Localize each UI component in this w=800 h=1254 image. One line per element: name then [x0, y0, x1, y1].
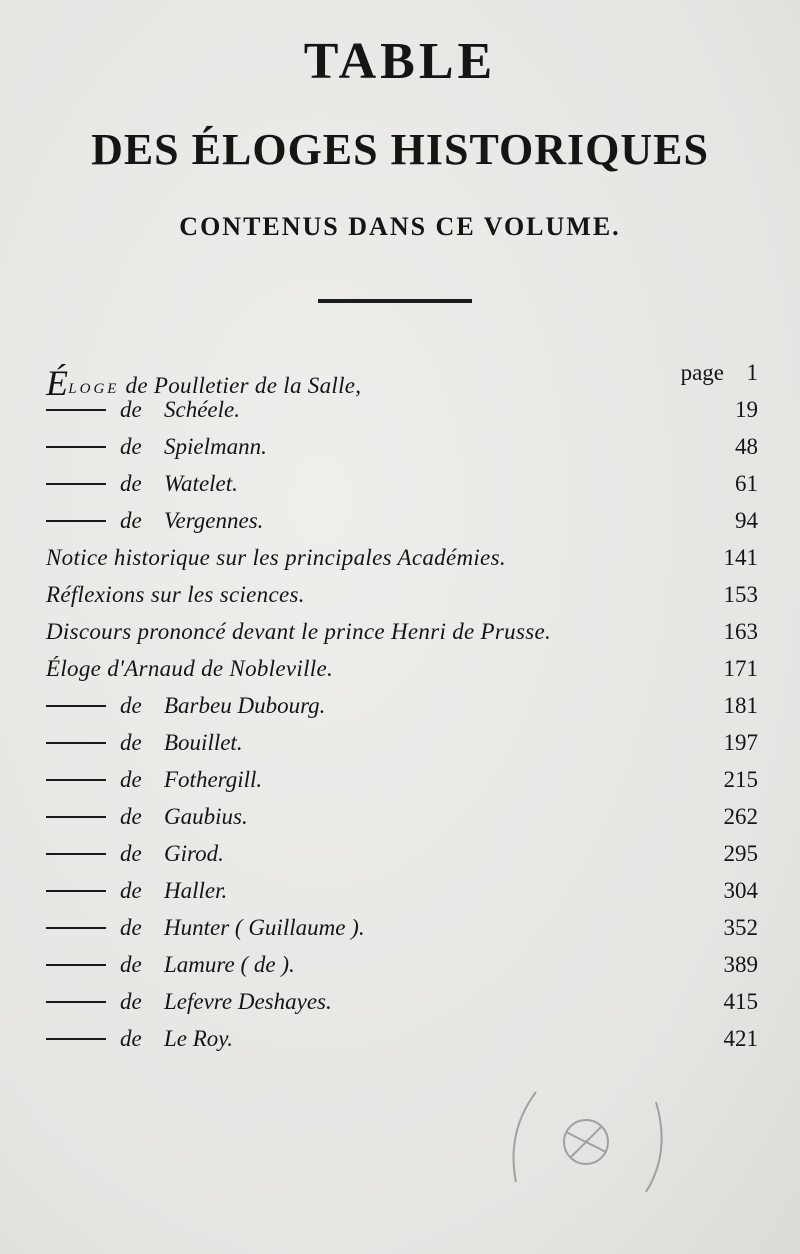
toc-entry-title: Bouillet.: [164, 730, 243, 755]
toc-entry-title: Discours prononcé devant le prince Henri de Prusse.: [46, 619, 552, 644]
toc-entry-de: de: [120, 952, 142, 977]
toc-entry: [46, 724, 758, 761]
toc-entry-de: de: [120, 841, 142, 866]
toc-entry: [46, 650, 758, 687]
toc-entry-title: Réflexions sur les sciences.: [46, 582, 305, 607]
ditto-dash: [46, 890, 106, 892]
page-subtitle: DES ÉLOGES HISTORIQUES: [91, 125, 709, 174]
page-number: 171: [723, 656, 758, 681]
page-number: 94: [735, 508, 758, 533]
drop-capital: É: [46, 363, 69, 403]
page-number: 163: [723, 619, 758, 644]
toc-entry: [46, 613, 758, 650]
toc-entry: [46, 909, 758, 946]
page-number: 61: [735, 471, 758, 496]
toc-entry-de: de: [120, 508, 142, 533]
toc-entry: [46, 983, 758, 1020]
page-number: 19: [735, 397, 758, 422]
toc-entry-de: de: [120, 989, 142, 1014]
page-number: 295: [723, 841, 758, 866]
toc-entry: [46, 835, 758, 872]
title-divider: [318, 299, 472, 303]
ditto-dash: [46, 520, 106, 522]
toc-entry: [46, 798, 758, 835]
page-number: 1: [746, 360, 758, 385]
page-subtitle-2: CONTENUS DANS CE VOLUME.: [179, 212, 621, 241]
toc-entry-title: Notice historique sur les principales Académies.: [46, 545, 506, 570]
table-of-contents: [46, 354, 758, 1057]
toc-entry-de: de: [120, 1026, 142, 1051]
page-number: 389: [723, 952, 758, 977]
ditto-dash: [46, 1038, 106, 1040]
toc-entry-de: de: [120, 804, 142, 829]
ditto-dash: [46, 853, 106, 855]
toc-entry-title: Barbeu Dubourg.: [164, 693, 326, 718]
page-number: 215: [723, 767, 758, 792]
toc-entry-de: de: [120, 397, 142, 422]
toc-entry-de: de: [120, 878, 142, 903]
toc-entry-de: de: [120, 471, 142, 496]
toc-entry: [46, 1020, 758, 1057]
page-number: 352: [723, 915, 758, 940]
toc-entry-de: de: [120, 693, 142, 718]
ditto-dash: [46, 816, 106, 818]
toc-entry-title: Lefevre Deshayes.: [164, 989, 332, 1014]
ditto-dash: [46, 927, 106, 929]
toc-entry-title: Fothergill.: [164, 767, 263, 792]
toc-entry-de: de: [120, 730, 142, 755]
toc-entry: [46, 465, 758, 502]
toc-entry-title: Lamure ( de ).: [164, 952, 295, 977]
toc-entry-rest: de Poulletier de la Salle,: [119, 373, 362, 398]
toc-entry-title: Girod.: [164, 841, 224, 866]
toc-entry-de: de: [120, 767, 142, 792]
page-number: 153: [723, 582, 758, 607]
toc-entry: [46, 354, 758, 403]
toc-entry-title: Gaubius.: [164, 804, 248, 829]
page-number: 421: [723, 1026, 758, 1051]
small-capitals: LOGE: [68, 381, 120, 397]
toc-entry: [46, 539, 758, 576]
ditto-dash: [46, 742, 106, 744]
toc-entry-title: Haller.: [164, 878, 228, 903]
toc-entry-title: Vergennes.: [164, 508, 264, 533]
toc-entry: [46, 687, 758, 724]
ditto-dash: [46, 964, 106, 966]
toc-entry: [46, 502, 758, 539]
page-word: page: [680, 360, 724, 385]
toc-entry-title: Spielmann.: [164, 434, 267, 459]
toc-entry-title: Le Roy.: [164, 1026, 233, 1051]
toc-entry: [46, 946, 758, 983]
toc-entry-de: de: [120, 915, 142, 940]
page-title: TABLE: [303, 33, 497, 90]
page-number: 197: [723, 730, 758, 755]
toc-entry-title: Hunter ( Guillaume ).: [164, 915, 365, 940]
toc-entry: [46, 872, 758, 909]
toc-entry: [46, 761, 758, 798]
toc-entry-title: Watelet.: [164, 471, 238, 496]
toc-entry: [46, 576, 758, 613]
page-number: 48: [735, 434, 758, 459]
page-number: 181: [723, 693, 758, 718]
ditto-dash: [46, 779, 106, 781]
ditto-dash: [46, 409, 106, 411]
page-number: 141: [723, 545, 758, 570]
toc-entry: [46, 391, 758, 428]
ditto-dash: [46, 1001, 106, 1003]
toc-entry-title: Schéele.: [164, 397, 240, 422]
ditto-dash: [46, 483, 106, 485]
page-number: 262: [723, 804, 758, 829]
library-stamp: [496, 1072, 676, 1212]
ditto-dash: [46, 705, 106, 707]
toc-entry: [46, 428, 758, 465]
toc-entry-title: Éloge d'Arnaud de Nobleville.: [46, 656, 334, 681]
page-number: 304: [723, 878, 758, 903]
toc-entry-de: de: [120, 434, 142, 459]
ditto-dash: [46, 446, 106, 448]
page-number: 415: [723, 989, 758, 1014]
